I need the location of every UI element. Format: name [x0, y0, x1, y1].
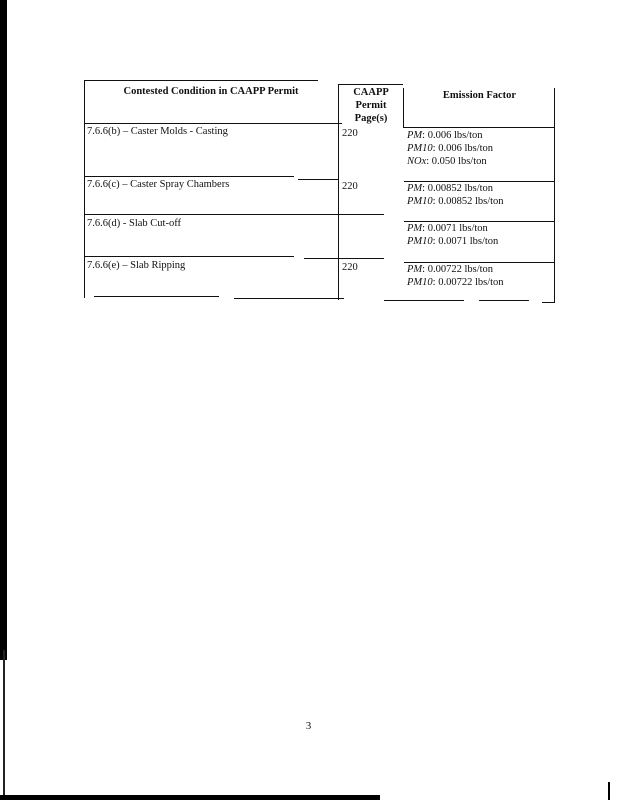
table-rule [84, 80, 318, 81]
table-rule [542, 302, 555, 303]
page-number: 3 [305, 720, 312, 732]
row-condition: 7.6.6(c) – Caster Spray Chambers [87, 179, 230, 190]
column-header-emission-factor: Emission Factor [442, 90, 517, 101]
emission-factor-line [407, 235, 498, 248]
table-rule [554, 88, 555, 302]
pollutant-name: PM10 [407, 196, 433, 207]
row-page: 220 [342, 181, 358, 192]
pollutant-name: PM10 [407, 236, 433, 247]
emission-factor-line [407, 195, 504, 208]
emission-factor-table [84, 80, 555, 300]
table-rule [338, 84, 403, 85]
scan-mark-right [608, 782, 610, 800]
factor-value: : 0.00722 lbs/ton [422, 264, 494, 275]
table-rule [84, 256, 294, 257]
pollutant-name: PM [407, 264, 423, 275]
pollutant-name: PM [407, 223, 423, 234]
table-rule [384, 300, 464, 301]
table-rule [234, 298, 344, 299]
row-condition: 7.6.6(d) - Slab Cut-off [87, 218, 182, 229]
emission-factor-line [407, 182, 493, 195]
table-rule [479, 300, 529, 301]
scan-border-left [0, 0, 7, 660]
scan-border-bottom [0, 795, 380, 800]
column-header-pages: CAAPP [353, 87, 389, 98]
row-page: 220 [342, 128, 358, 139]
emission-factor-line [407, 276, 504, 289]
column-header-pages: Permit [355, 100, 387, 111]
table-rule [84, 123, 342, 124]
factor-value: : 0.00852 lbs/ton [422, 183, 494, 194]
column-header-pages: Page(s) [354, 113, 388, 124]
pollutant-name: PM [407, 130, 423, 141]
pollutant-name: PM10 [407, 277, 433, 288]
table-rule [94, 296, 219, 297]
pollutant-name: PM [407, 183, 423, 194]
emission-factor-line [407, 129, 483, 142]
emission-factor-line [407, 222, 488, 235]
row-condition: 7.6.6(e) – Slab Ripping [87, 260, 186, 271]
factor-value: : 0.006 lbs/ton [422, 130, 483, 141]
table-rule [298, 179, 338, 180]
factor-value: : 0.050 lbs/ton [426, 156, 487, 167]
column-header-condition: Contested Condition in CAAPP Permit [123, 86, 299, 97]
row-condition: 7.6.6(b) – Caster Molds - Casting [87, 126, 228, 137]
table-rule [404, 127, 555, 128]
factor-value: : 0.0071 lbs/ton [422, 223, 488, 234]
factor-value: : 0.00722 lbs/ton [432, 277, 504, 288]
pollutant-name: PM10 [407, 143, 433, 154]
factor-value: : 0.0071 lbs/ton [432, 236, 499, 247]
emission-factor-line [407, 263, 493, 276]
pollutant-name: NOx [407, 156, 427, 167]
table-rule [84, 80, 85, 298]
table-rule [84, 176, 294, 177]
factor-value: : 0.00852 lbs/ton [432, 196, 504, 207]
factor-value: : 0.006 lbs/ton [432, 143, 494, 154]
table-rule [84, 214, 384, 215]
emission-factor-line [407, 142, 493, 155]
table-rule [304, 258, 384, 259]
emission-factor-line [407, 155, 487, 168]
row-page: 220 [342, 262, 358, 273]
